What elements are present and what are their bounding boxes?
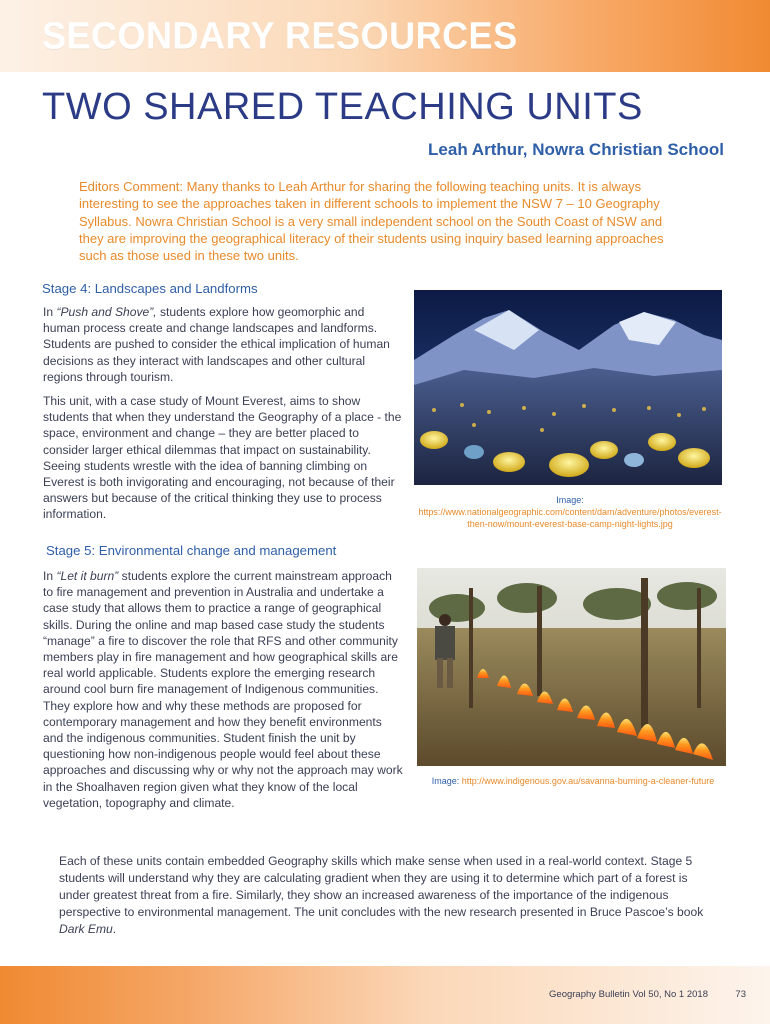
fire-photo-caption [417, 775, 729, 787]
summary-text: Each of these units contain embedded Geography skills which make sense when used in a real-world context. Stage 5 students will understand why they are calculating gradient when they are using it to determine which part of a forest is under greatest threat from a fire. Similarly, they show an increased awareness of the importance of the indigenous perspective to environmental management. The unit concludes with the new research presented in Bruce Pascoe’s book [59, 854, 704, 919]
everest-caption-url[interactable]: https://www.nationalgeographic.com/content/dam/adventure/photos/everest-then-now/mount-everest-base-camp-night-lights.jpg [418, 507, 722, 529]
stage4-unit-title: “Push and Shove”, [56, 305, 157, 319]
stage4-paragraph-2: This unit, with a case study of Mount Everest, aims to show students that when they understand the Geography of a place - the space, environment and change – they are better placed to consider larger ethical dilemmas that impact on sustainability. Seeing students wrestle with the idea of banning climbing on Everest is both invigorating and encouraging, not because of their answers but because of the critical thinking they use to process information. [43, 394, 402, 522]
stage4-body [43, 304, 403, 531]
footer-journal: Geography Bulletin Vol 50, No 1 2018 [549, 989, 708, 1000]
fire-caption-label: Image: [431, 776, 462, 786]
fire-caption-url[interactable]: http://www.indigenous.gov.au/savanna-burning-a-cleaner-future [461, 776, 715, 786]
savanna-burning-photo [417, 568, 726, 766]
editor-comment: Editors Comment: Many thanks to Leah Arthur for sharing the following teaching units. It is always interesting to see the approaches taken in different schools to implement the NSW 7 – 10 Geography Syllabus. Nowra Christian School is a very small independent school on the South Coast of NSW and they are improving the geographical literacy of their students using inquiry based learning approaches such as those used in these two units. [79, 179, 664, 264]
section-tag: SECONDARY RESOURCES [42, 14, 518, 58]
page-number: 73 [735, 989, 746, 1000]
stage4-heading: Stage 4: Landscapes and Landforms [42, 281, 258, 296]
stage5-in-word: In [43, 569, 57, 583]
summary-end: . [112, 922, 117, 936]
summary-book-title: Dark Emu [59, 922, 113, 936]
stage5-heading: Stage 5: Environmental change and management [46, 543, 337, 558]
stage4-paragraph-1 [43, 304, 403, 385]
everest-photo-caption [414, 494, 726, 530]
stage5-paragraph-1 [43, 568, 403, 811]
summary-paragraph [59, 853, 719, 938]
stage5-unit-title: “Let it burn” [56, 569, 119, 583]
stage4-in-word: In [43, 305, 57, 319]
author-byline: Leah Arthur, Nowra Christian School [428, 140, 724, 159]
everest-base-camp-photo [414, 290, 722, 485]
stage4-p1-rest: students explore how geomorphic and human process create and change landscapes and landforms. Students are pushed to consider the ethical implication of human decisions as they interact with landscapes and other cultural regions through tourism. [43, 305, 390, 384]
everest-caption-label: Image: [556, 495, 584, 505]
page-title: TWO SHARED TEACHING UNITS [42, 86, 643, 128]
stage5-body [43, 568, 403, 819]
stage5-p1-rest: students explore the current mainstream approach to fire management and prevention in Australia and undertake a case study that allows them to practice a range of geographical skills. During the online and map based case study the students “manage” a fire to discover the role that RFS and other community members play in fire management and how geographical skills are real world applicable. Students explore the emerging research around cool burn fire management of Indigenous communities. They explore how and why these methods are proposed for contemporary management and how they benefit environments and the indigenous communities. Student finish the unit by questioning how non-indigenous people would feel about these approaches and discussing why or why not the approach may work in the Shoalhaven region given what they know of the local vegetation, topography and climate. [43, 569, 403, 810]
